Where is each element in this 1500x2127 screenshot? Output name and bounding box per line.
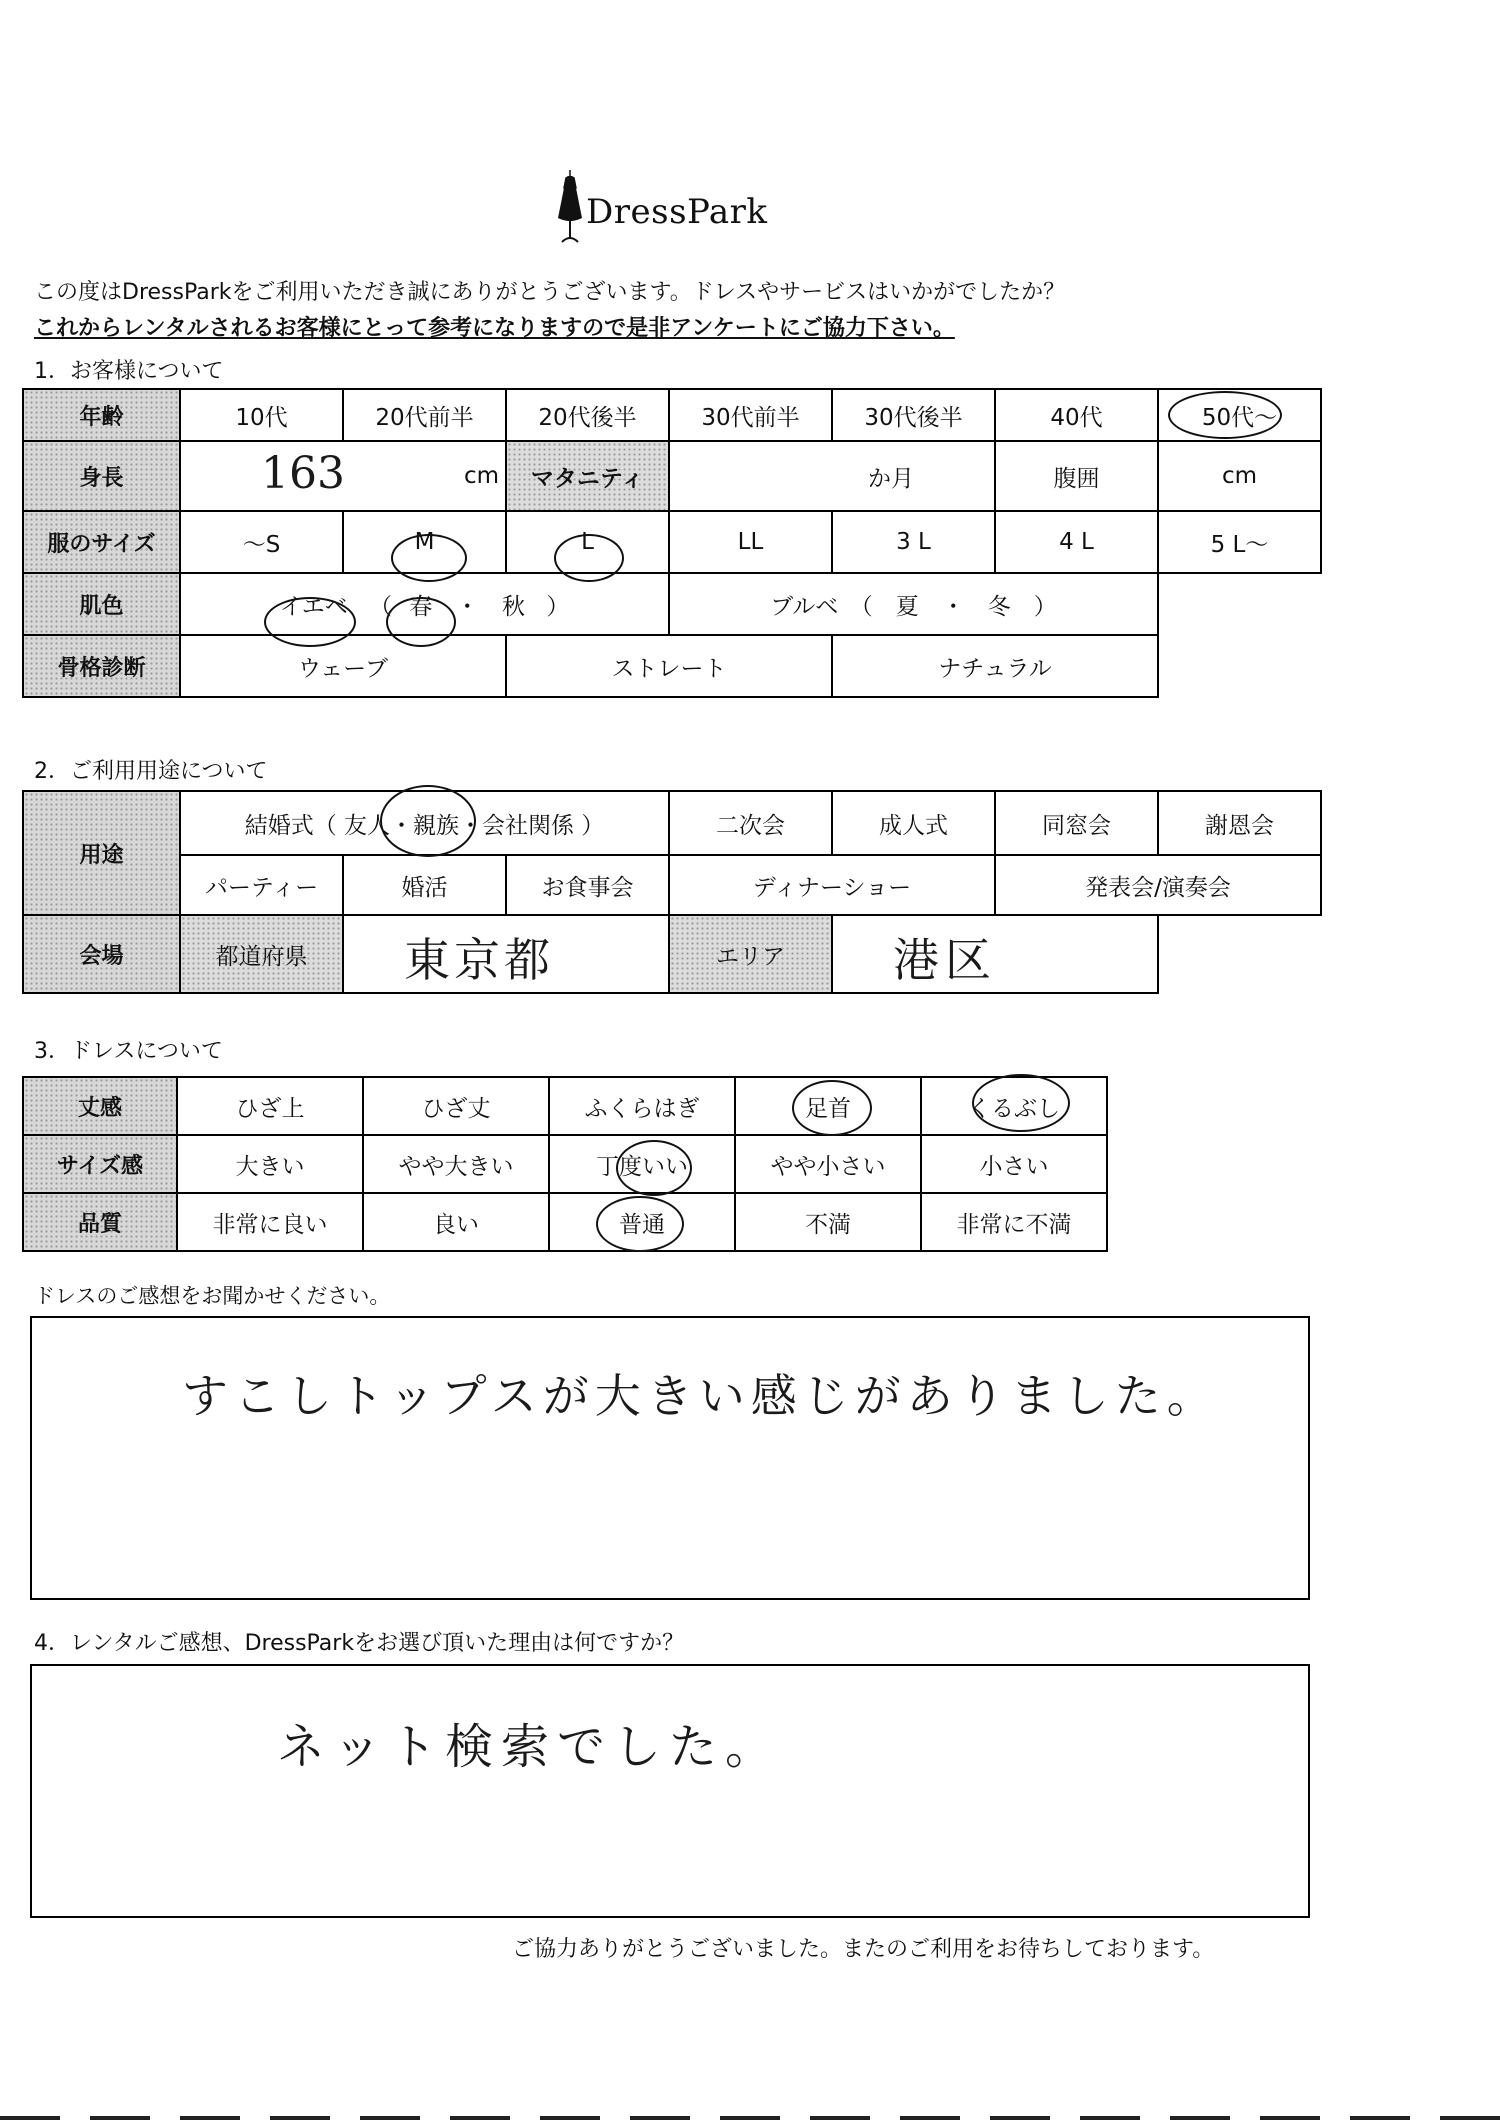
frame-option[interactable]: ナチュラル: [832, 635, 1158, 697]
paren-open: （: [369, 593, 393, 620]
size-option[interactable]: 5 L～: [1158, 511, 1321, 573]
separator-dot: ・: [455, 593, 479, 620]
venue-label: 会場: [23, 915, 180, 993]
age-option[interactable]: 30代前半: [669, 389, 832, 441]
usage-option[interactable]: 謝恩会: [1158, 791, 1321, 855]
age-option[interactable]: 50代～: [1158, 389, 1321, 441]
impression-answer: すこしトップスが大きい感じがありました。: [182, 1369, 1219, 1423]
section1-title: 1．お客様について: [34, 359, 224, 384]
age-option[interactable]: 20代前半: [343, 389, 506, 441]
frame-option[interactable]: ストレート: [506, 635, 832, 697]
fit-label: サイズ感: [23, 1135, 177, 1193]
height-unit: cm: [463, 463, 499, 489]
age-label: 年齢: [23, 389, 180, 441]
usage-option[interactable]: 二次会: [669, 791, 832, 855]
fit-option[interactable]: やや小さい: [735, 1135, 921, 1193]
quality-option[interactable]: 非常に良い: [177, 1193, 363, 1251]
skin-label: 肌色: [23, 573, 180, 635]
brand-logo: [556, 168, 796, 258]
skin-autumn[interactable]: 秋: [502, 593, 526, 620]
brand-name: DressPark: [586, 192, 768, 232]
prefecture-value: 東京都: [404, 933, 554, 987]
size-label: 服のサイズ: [23, 511, 180, 573]
intro-line2: これからレンタルされるお客様にとって参考になりますので是非アンケートにご協力下さい。: [34, 316, 955, 341]
usage-option[interactable]: パーティー: [180, 855, 343, 915]
quality-option[interactable]: 普通: [549, 1193, 735, 1251]
waist-unit[interactable]: cm: [1158, 441, 1321, 511]
height-value: 163: [261, 448, 345, 499]
fit-option[interactable]: 大きい: [177, 1135, 363, 1193]
wedding-family[interactable]: ・親族: [390, 812, 459, 839]
wedding-option[interactable]: [180, 791, 669, 855]
height-field[interactable]: [180, 441, 506, 511]
usage-table: [22, 790, 1322, 994]
fit-option[interactable]: やや大きい: [363, 1135, 549, 1193]
reason-answer: ネット検索でした。: [277, 1719, 782, 1775]
length-label: 丈感: [23, 1077, 177, 1135]
skin-blue-option[interactable]: ブルベ （ 夏 ・ 冬 ）: [669, 573, 1158, 635]
impression-prompt: ドレスのご感想をお聞かせください。: [34, 1284, 391, 1308]
waist-label: 腹囲: [995, 441, 1158, 511]
section4-title: 4．レンタルご感想、DressParkをお選び頂いた理由は何ですか？: [34, 1631, 685, 1656]
footer-message: ご協力ありがとうございました。またのご利用をお待ちしております。: [512, 1937, 1215, 1962]
age-option[interactable]: 10代: [180, 389, 343, 441]
usage-option[interactable]: 発表会/演奏会: [995, 855, 1321, 915]
reason-textbox[interactable]: [30, 1664, 1310, 1918]
impression-textbox[interactable]: [30, 1316, 1310, 1600]
frame-option[interactable]: ウェーブ: [180, 635, 506, 697]
frame-label: 骨格診断: [23, 635, 180, 697]
size-option[interactable]: M: [343, 511, 506, 573]
skin-yellow[interactable]: イエベ: [279, 593, 348, 620]
fit-option[interactable]: 小さい: [921, 1135, 1107, 1193]
fit-option[interactable]: 丁度いい: [549, 1135, 735, 1193]
dress-table: [22, 1076, 1108, 1252]
section2-title: 2．ご利用用途について: [34, 759, 268, 784]
size-option[interactable]: L: [506, 511, 669, 573]
prefecture-field[interactable]: [343, 915, 669, 993]
quality-option[interactable]: 非常に不満: [921, 1193, 1107, 1251]
length-option[interactable]: ひざ上: [177, 1077, 363, 1135]
skin-spring[interactable]: 春: [409, 593, 433, 620]
scan-edge-artifact: [0, 2116, 1500, 2120]
usage-option[interactable]: 同窓会: [995, 791, 1158, 855]
area-field[interactable]: [832, 915, 1158, 993]
length-option[interactable]: ひざ丈: [363, 1077, 549, 1135]
wedding-prefix[interactable]: 結婚式（ 友人: [244, 812, 390, 839]
length-option[interactable]: くるぶし: [921, 1077, 1107, 1135]
usage-option[interactable]: 婚活: [343, 855, 506, 915]
intro-line1: この度はDressParkをご利用いただき誠にありがとうございます。ドレスやサービスはいかがでしたか？: [34, 280, 1066, 305]
usage-option[interactable]: 成人式: [832, 791, 995, 855]
wedding-suffix[interactable]: ・会社関係 ）: [459, 812, 605, 839]
dress-form-icon: [556, 168, 584, 248]
customer-table: [22, 388, 1322, 698]
paren-close: ）: [546, 593, 570, 620]
quality-option[interactable]: 良い: [363, 1193, 549, 1251]
age-option[interactable]: 30代後半: [832, 389, 995, 441]
section3-title: 3．ドレスについて: [34, 1039, 223, 1064]
skin-yellow-option[interactable]: [180, 573, 669, 635]
area-label: エリア: [669, 915, 832, 993]
length-option[interactable]: ふくらはぎ: [549, 1077, 735, 1135]
usage-option[interactable]: ディナーショー: [669, 855, 995, 915]
quality-label: 品質: [23, 1193, 177, 1251]
age-option[interactable]: 40代: [995, 389, 1158, 441]
empty-cell: [1158, 635, 1321, 697]
age-option[interactable]: 20代後半: [506, 389, 669, 441]
usage-label: 用途: [23, 791, 180, 915]
usage-option[interactable]: お食事会: [506, 855, 669, 915]
size-option[interactable]: 3 L: [832, 511, 995, 573]
area-value: 港区: [893, 933, 997, 987]
empty-cell: [1158, 915, 1321, 993]
size-option[interactable]: 4 L: [995, 511, 1158, 573]
size-option[interactable]: ～S: [180, 511, 343, 573]
length-option[interactable]: 足首: [735, 1077, 921, 1135]
maternity-label: マタニティ: [506, 441, 669, 511]
maternity-months-field[interactable]: か月: [669, 441, 995, 511]
height-label: 身長: [23, 441, 180, 511]
size-option[interactable]: LL: [669, 511, 832, 573]
empty-cell: [1158, 573, 1321, 635]
quality-option[interactable]: 不満: [735, 1193, 921, 1251]
prefecture-label: 都道府県: [180, 915, 343, 993]
